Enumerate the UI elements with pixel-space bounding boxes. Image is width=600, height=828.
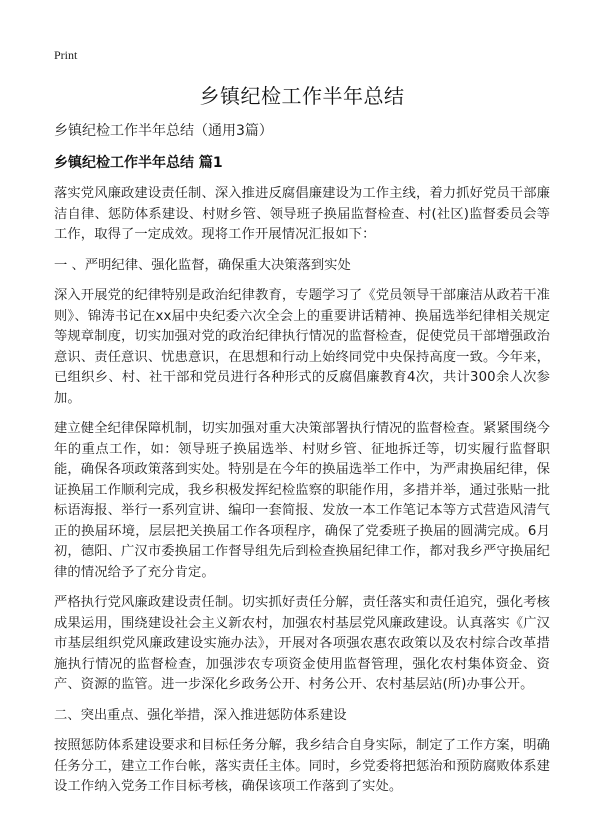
article-heading: 乡镇纪检工作半年总结 篇1	[54, 155, 223, 171]
paragraph-discipline-education: 深入开展党的纪律特别是政治纪律教育，专题学习了《党员领导干部廉洁从政若干准则》、锦涛书记在xx届中央纪委六次全会上的重要讲话精神、换届选举纪律相关规定等规章制度，切实加强对党的政治纪律执行情况的监督检查，促使党员干部增强政治意识、责任意识、忧患意识，在思想和行动上始终同党中央保持高度一致。今年来，已组织乡、村、社干部和党员进行各种形式的反腐倡廉教育4次，共计300余人次参加。	[54, 288, 550, 406]
section-one-heading: 一 、严明纪律、强化监督，确保重大决策落到实处	[54, 257, 351, 273]
document-subtitle: 乡镇纪检工作半年总结（通用3篇）	[54, 123, 273, 139]
document-title: 乡镇纪检工作半年总结	[199, 84, 405, 108]
print-link[interactable]: Print	[54, 48, 78, 62]
section-two-heading: 二、突出重点、强化举措，深入推进惩防体系建设	[54, 707, 347, 723]
paragraph-prevention-system: 按照惩防体系建设要求和目标任务分解，我乡结合自身实际，制定了工作方案，明确任务分工，建立工作台帐，落实责任主体。同时，乡党委将把惩治和预防腐败体系建设工作纳入党务工作目标考核，确保该项工作落到了实处。	[54, 738, 550, 794]
paragraph-discipline-mechanism: 建立健全纪律保障机制，切实加强对重大决策部署执行情况的监督检查。紧紧围绕今年的重点工作，如：领导班子换届选举、村财乡管、征地拆迁等，切实履行监督职能，确保各项政策落到实处。特别是在今年的换届选举工作中，为严肃换届纪律，保证换届工作顺利完成，我乡积极发挥纪检监察的职能作用，多措并举，通过张贴一批标语海报、举行一系列宣讲、编印一套简报、发放一本工作笔记本等方式营造风清气正的换届环境，层层把关换届工作各项程序，确保了党委班子换届的圆满完成。6月初，德阳、广汉市委换届工作督导组先后到检查换届纪律工作，都对我乡严守换届纪律的情况给予了充分肯定。	[54, 421, 550, 580]
paragraph-responsibility-system: 严格执行党风廉政建设责任制。切实抓好责任分解，责任落实和责任追究，强化考核成果运用，围绕建设社会主义新农村，加强农村基层党风廉政建设。认真落实《广汉市基层组织党风廉政建设实施办法》，开展对各项强农惠农政策以及农村综合改革措施执行情况的监督检查，加强涉农专项资金使用监督管理，强化农村集体资金、资产、资源的监管。进一步深化乡政务公开、村务公开、农村基层站(所)办事公开。	[54, 595, 550, 692]
intro-paragraph: 落实党风廉政建设责任制、深入推进反腐倡廉建设为工作主线，着力抓好党员干部廉洁自律、惩防体系建设、村财乡管、领导班子换届监督检查、村(社区)监督委员会等工作，取得了一定成效。现将工作开展情况汇报如下：	[54, 186, 550, 242]
document-page	[54, 44, 550, 798]
